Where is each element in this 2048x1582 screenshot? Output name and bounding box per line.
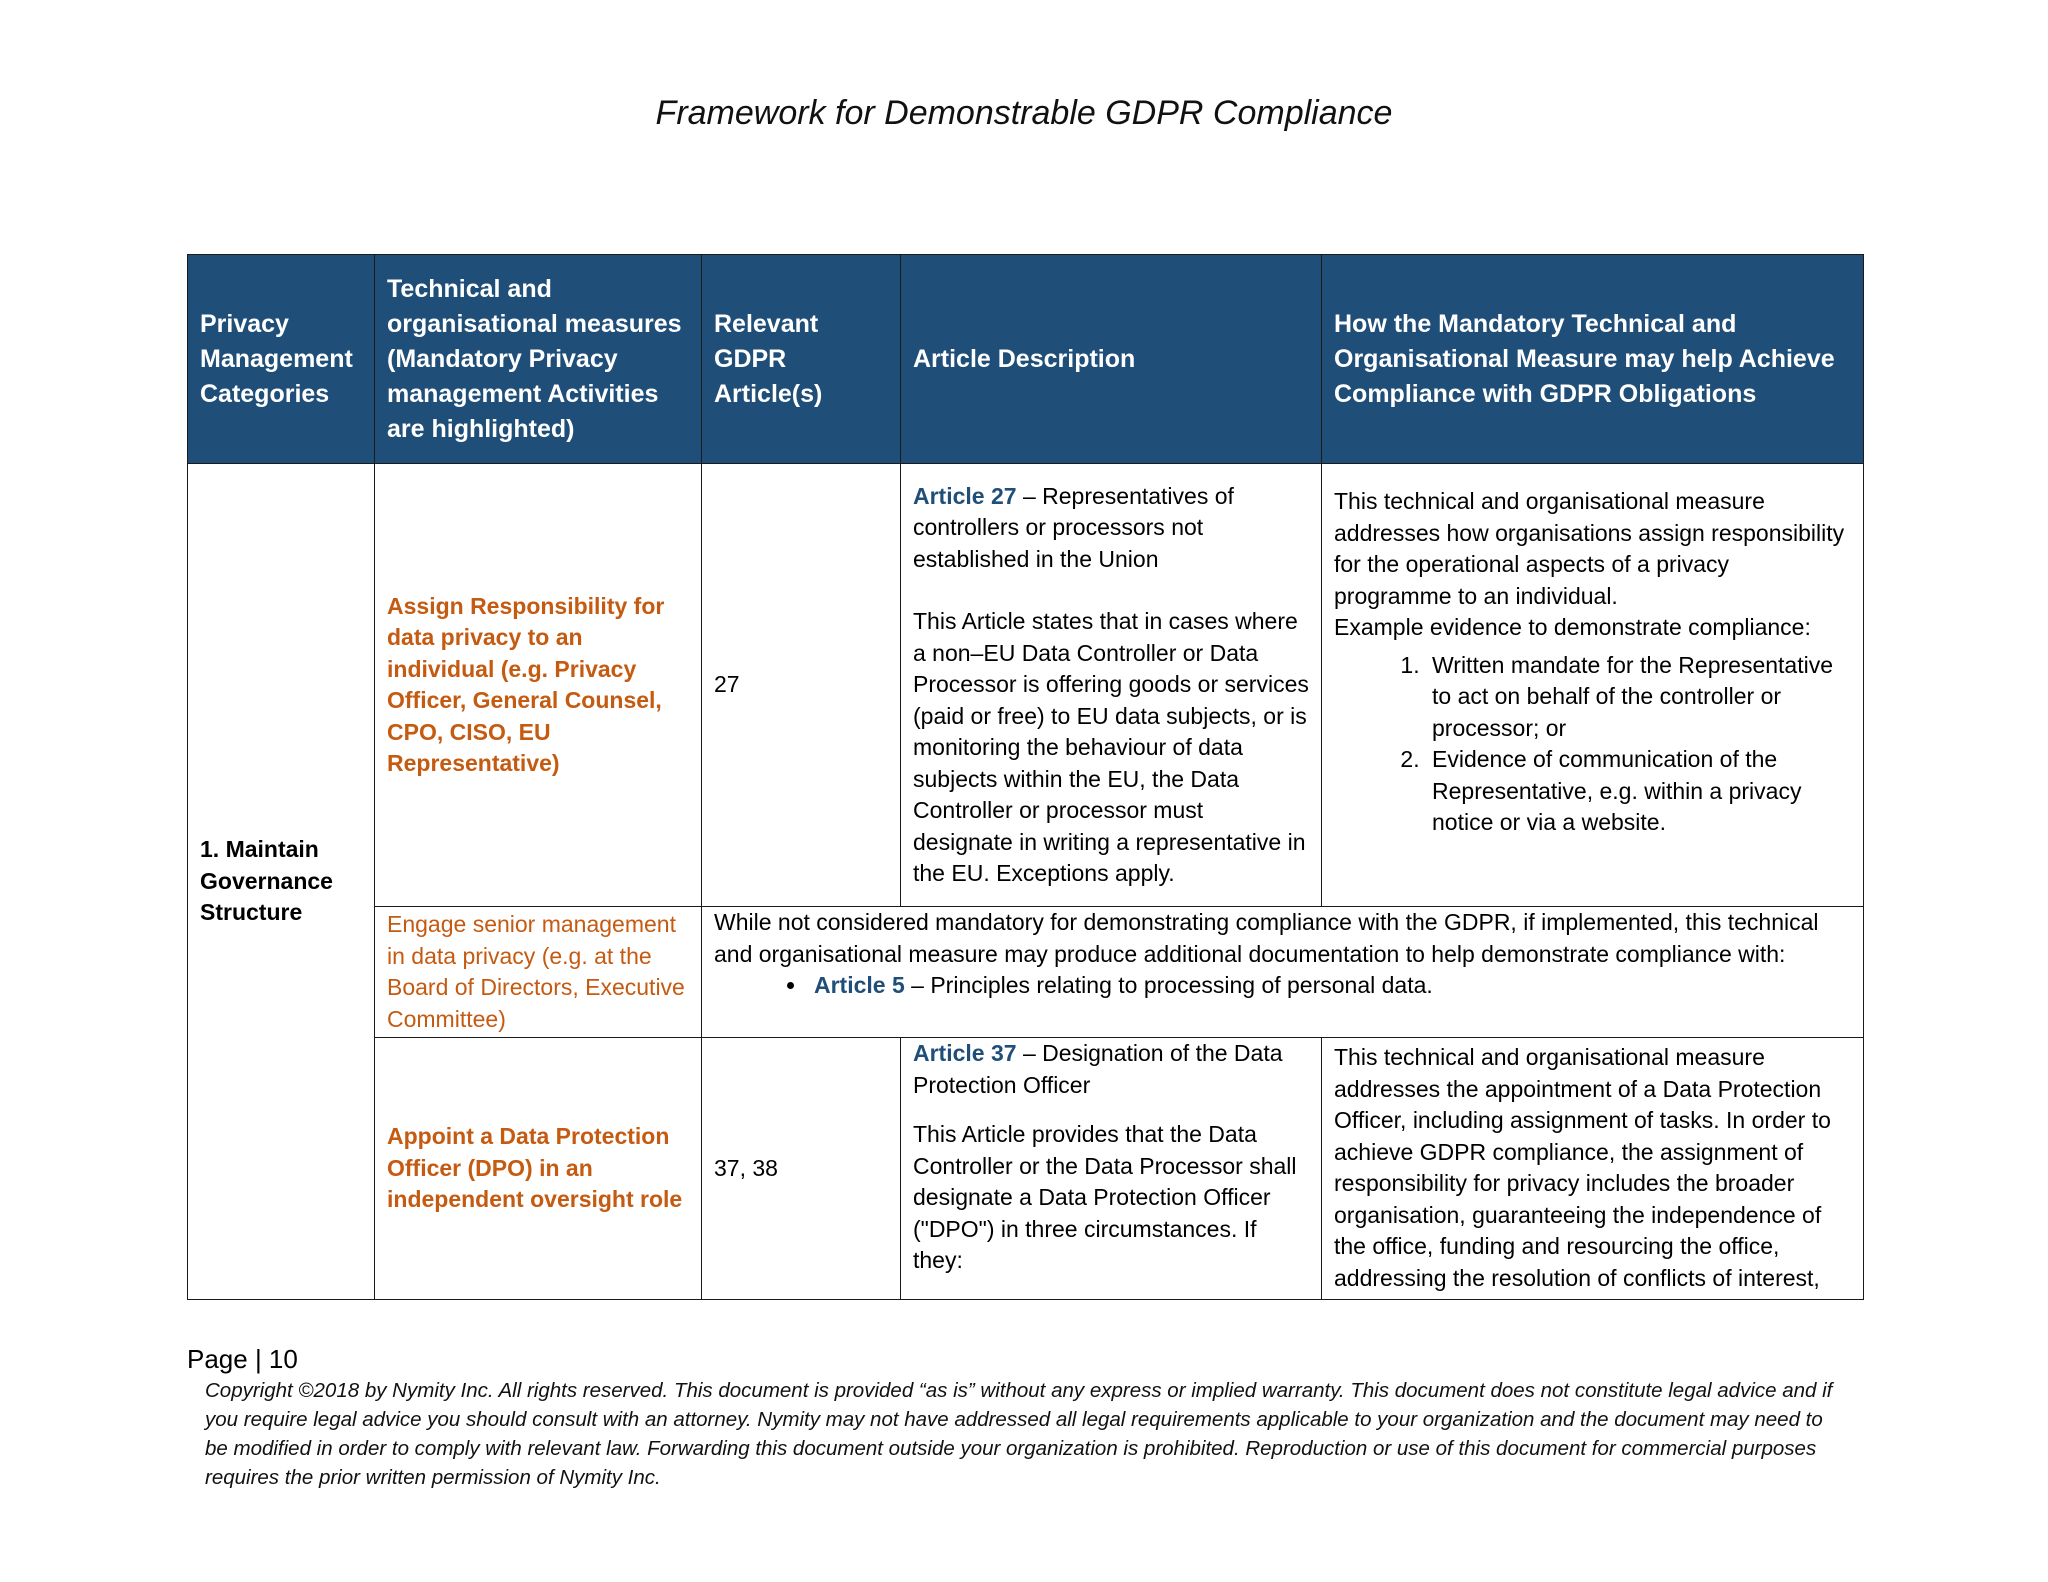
measure-cell: Engage senior management in data privacy (e.g. at the Board of Directors, Executive Committee) bbox=[375, 907, 702, 1038]
compliance-table bbox=[187, 254, 1864, 1300]
evidence-list bbox=[1334, 650, 1851, 839]
copyright-notice: Copyright ©2018 by Nymity Inc. All rights reserved. This document is provided “as is” without any express or implied warranty. This document does not constitute legal advice and if you require legal advice you should consult with an attorney. Nymity may not have addressed all legal requirements applicable to your organization and the document may need to be modified in order to comply with relevant law. Forwarding this document outside your organization is prohibited. Reproduction or use of this document for commercial purposes requires the prior written permission of Nymity Inc. bbox=[205, 1379, 1833, 1489]
list-item bbox=[808, 970, 1851, 1002]
article-text: This Article states that in cases where a non–EU Data Controller or Data Processor is offering goods or services (paid or free) to EU data subjects, or is monitoring the behaviour of data subjects within the EU, the Data Controller or processor must designate in writing a representative in the EU. Exceptions apply. bbox=[913, 608, 1309, 886]
table-header-row bbox=[188, 255, 1864, 464]
category-cell: 1. Maintain Governance Structure bbox=[188, 464, 375, 1300]
articles-cell: 27 bbox=[702, 464, 901, 907]
measure-cell: Appoint a Data Protection Officer (DPO) in an independent oversight role bbox=[375, 1038, 702, 1300]
table-row bbox=[188, 464, 1864, 907]
description-cell bbox=[901, 464, 1322, 907]
page-title: Framework for Demonstrable GDPR Compliance bbox=[655, 94, 1393, 132]
article-label: Article 5 bbox=[814, 972, 905, 998]
column-header-description: Article Description bbox=[901, 255, 1322, 464]
list-item: 2. Evidence of communication of the Representative, e.g. within a privacy notice or via a website. bbox=[1426, 744, 1851, 839]
table-row bbox=[188, 907, 1864, 1038]
table-row bbox=[188, 1038, 1864, 1300]
measure-cell: Assign Responsibility for data privacy to an individual (e.g. Privacy Officer, General Counsel, CPO, CISO, EU Representative) bbox=[375, 464, 702, 907]
note-list bbox=[714, 970, 1851, 1002]
note-cell bbox=[702, 907, 1864, 1038]
description-cell bbox=[901, 1038, 1322, 1300]
column-header-category: Privacy Management Categories bbox=[188, 255, 375, 464]
how-intro: This technical and organisational measure addresses the appointment of a Data Protection Officer, including assignment of tasks. In order to achieve GDPR compliance, the assignment of responsibility for privacy includes the broader organisation, guaranteeing the independence of the office, funding and resourcing the office, addressing the resolution of conflicts of interest, bbox=[1334, 1044, 1831, 1291]
column-header-measures: Technical and organisational measures (Mandatory Privacy management Activities are highlighted) bbox=[375, 255, 702, 464]
article-title: – Representatives of controllers or processors not established in the Union bbox=[913, 482, 1234, 572]
articles-cell: 37, 38 bbox=[702, 1038, 901, 1300]
article-label: Article 27 bbox=[913, 482, 1017, 509]
how-cell bbox=[1322, 1038, 1864, 1300]
list-item: 1. Written mandate for the Representative to act on behalf of the controller or processor; or bbox=[1426, 650, 1851, 745]
how-cell bbox=[1322, 464, 1864, 907]
article-text: This Article provides that the Data Controller or the Data Processor shall designate a Data Protection Officer ("DPO") in three circumstances. If they: bbox=[913, 1121, 1297, 1273]
column-header-articles: Relevant GDPR Article(s) bbox=[702, 255, 901, 464]
how-evidence: Example evidence to demonstrate compliance: bbox=[1334, 614, 1811, 640]
article-label: Article 37 bbox=[913, 1040, 1017, 1066]
how-intro: This technical and organisational measure addresses how organisations assign responsibility for the operational aspects of a privacy programme to an individual. bbox=[1334, 488, 1845, 609]
article-title: – Designation of the Data Protection Officer bbox=[913, 1040, 1283, 1098]
page-number: Page | 10 bbox=[187, 1344, 298, 1374]
bullet-text: – Principles relating to processing of personal data. bbox=[904, 972, 1433, 998]
note-text: While not considered mandatory for demonstrating compliance with the GDPR, if implemented, this technical and organisational measure may produce additional documentation to help demonstrate compliance with: bbox=[714, 909, 1819, 967]
column-header-how: How the Mandatory Technical and Organisational Measure may help Achieve Compliance with GDPR Obligations bbox=[1322, 255, 1864, 464]
